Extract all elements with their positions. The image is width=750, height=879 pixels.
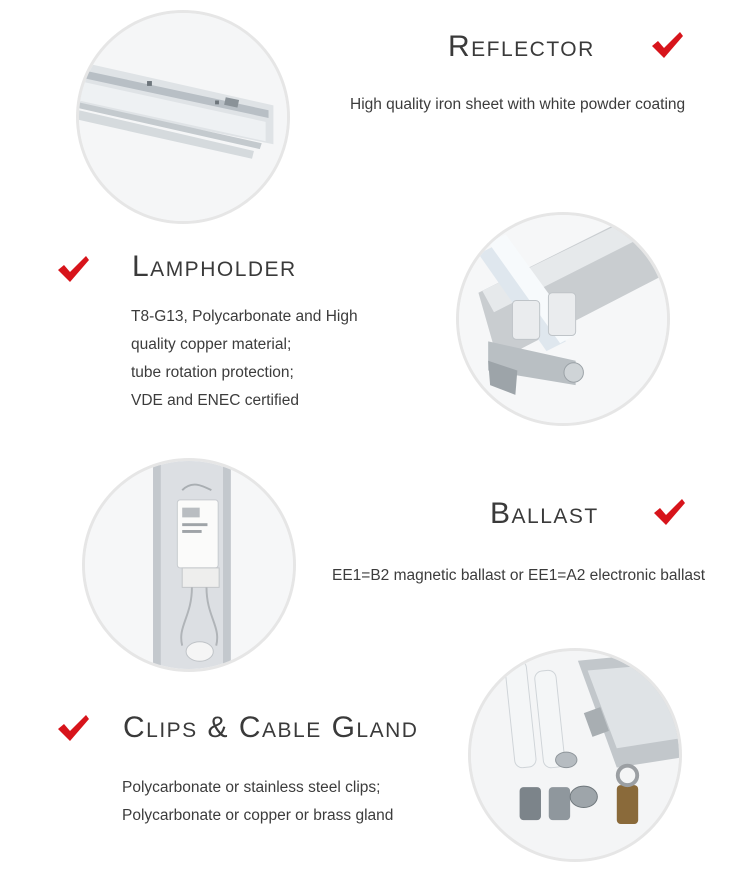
desc-line: VDE and ENEC certified bbox=[131, 392, 299, 409]
desc-line: quality copper material; bbox=[131, 336, 292, 353]
section-desc-clips-gland bbox=[122, 774, 393, 830]
checkmark-icon bbox=[56, 254, 90, 284]
checkmark-icon bbox=[652, 497, 686, 527]
desc-line: Polycarbonate or stainless steel clips; bbox=[122, 779, 381, 796]
clips-gland-photo bbox=[468, 648, 682, 862]
section-desc-reflector bbox=[350, 91, 685, 119]
reflector-photo bbox=[76, 10, 290, 224]
desc-line: High quality iron sheet with white powder coating bbox=[350, 96, 686, 113]
section-title-reflector: Reflector bbox=[448, 30, 595, 63]
section-title-lampholder: Lampholder bbox=[132, 250, 297, 283]
section-desc-ballast bbox=[332, 562, 705, 590]
section-title-clips-gland: Clips & Cable Gland bbox=[123, 711, 419, 744]
ballast-photo bbox=[82, 458, 296, 672]
desc-line: T8-G13, Polycarbonate and High bbox=[131, 308, 358, 325]
section-desc-lampholder bbox=[131, 303, 358, 415]
desc-line: Polycarbonate or copper or brass gland bbox=[122, 807, 394, 824]
checkmark-icon bbox=[650, 30, 684, 60]
lampholder-photo bbox=[456, 212, 670, 426]
desc-line: tube rotation protection; bbox=[131, 364, 294, 381]
checkmark-icon bbox=[56, 713, 90, 743]
section-title-ballast: Ballast bbox=[490, 497, 599, 530]
desc-line: EE1=B2 magnetic ballast or EE1=A2 electronic ballast bbox=[332, 567, 706, 584]
